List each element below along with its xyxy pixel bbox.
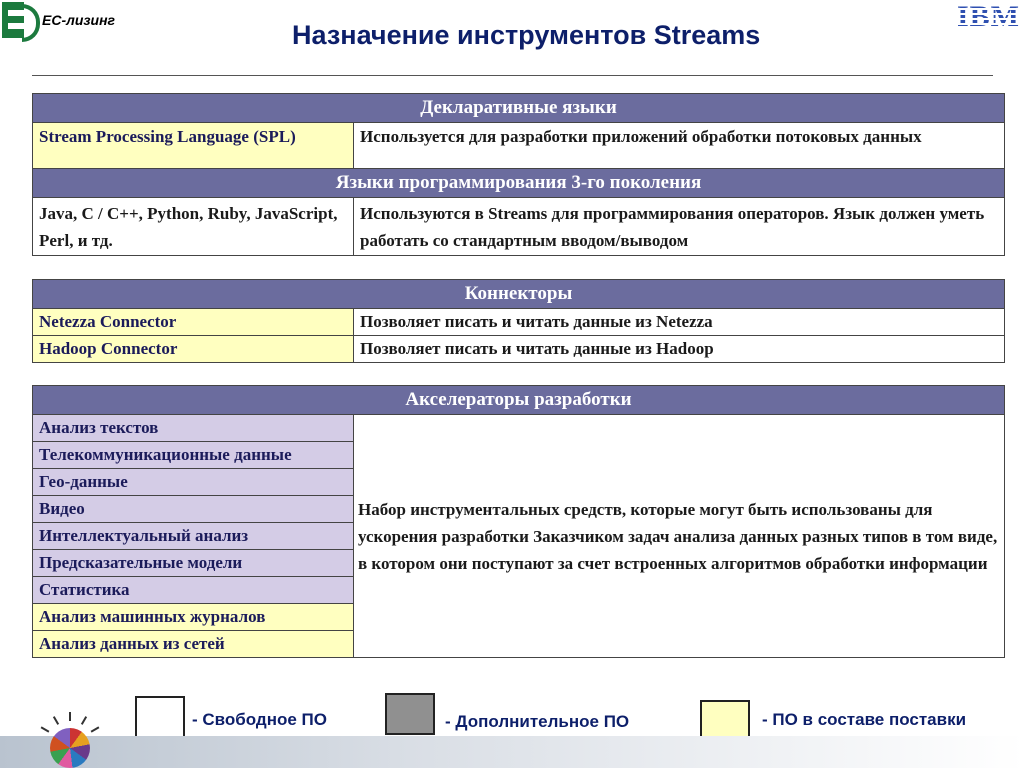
- connectors-header: Коннекторы: [33, 280, 1005, 309]
- planet-ray-icon: [91, 726, 100, 732]
- language-name: Stream Processing Language (SPL): [33, 123, 354, 169]
- accelerator-item: Предсказательные модели: [33, 550, 354, 577]
- table-row: [33, 336, 1005, 363]
- planet-ray-icon: [81, 716, 87, 725]
- language-desc: Используются в Streams для программирования операторов. Язык должен уметь работать со стандартным вводом/выводом: [354, 198, 1005, 256]
- connector-name: Netezza Connector: [33, 309, 354, 336]
- accelerators-table: [32, 385, 1005, 658]
- company-logo: [2, 2, 115, 38]
- planet-ray-icon: [69, 712, 71, 721]
- planet-ray-icon: [41, 726, 50, 732]
- smarter-planet-icon: [50, 728, 90, 768]
- accelerator-item: Статистика: [33, 577, 354, 604]
- planet-ray-icon: [53, 716, 59, 725]
- legend-included-label: - ПО в составе поставки: [762, 710, 967, 729]
- accelerator-item: Анализ текстов: [33, 415, 354, 442]
- company-logo-mark: [2, 2, 38, 38]
- connector-desc: Позволяет писать и читать данные из Netezza: [354, 309, 1005, 336]
- legend-additional-label: - Дополнительное ПО: [445, 712, 630, 731]
- connectors-table: [32, 279, 1005, 363]
- accelerator-item: Видео: [33, 496, 354, 523]
- table-row: [33, 309, 1005, 336]
- languages-table: [32, 93, 1005, 256]
- legend-free-label: - Свободное ПО: [192, 710, 327, 729]
- language-name: Java, C / C++, Python, Ruby, JavaScript, Perl, и тд.: [33, 198, 354, 256]
- declarative-header: Декларативные языки: [33, 94, 1005, 123]
- company-logo-text: ЕС-лизинг: [42, 12, 115, 28]
- ibm-logo: IBM: [957, 0, 1020, 33]
- connector-name: Hadoop Connector: [33, 336, 354, 363]
- language-desc: Используется для разработки приложений обработки потоковых данных: [354, 123, 1005, 169]
- page-title: Назначение инструментов Streams: [292, 20, 761, 50]
- legend-free-swatch: [135, 696, 185, 738]
- accelerators-desc: Набор инструментальных средств, которые могут быть использованы для ускорения разработки Заказчиком задач анализа данных разных типов в том виде, в котором они поступают за счет встроенных алгоритмов обработки информации: [354, 415, 1005, 658]
- connector-desc: Позволяет писать и читать данные из Hadoop: [354, 336, 1005, 363]
- accelerator-item: Гео-данные: [33, 469, 354, 496]
- accelerator-item: Телекоммуникационные данные: [33, 442, 354, 469]
- table-row: [33, 198, 1005, 256]
- title-divider: [32, 75, 993, 76]
- table-row: [33, 415, 1005, 442]
- legend-additional-swatch: [385, 693, 435, 735]
- accelerators-header: Акселераторы разработки: [33, 386, 1005, 415]
- footer-band: [0, 736, 1024, 768]
- accelerator-item: Анализ машинных журналов: [33, 604, 354, 631]
- third-gen-header: Языки программирования 3-го поколения: [33, 169, 1005, 198]
- accelerator-item: Интеллектуальный анализ: [33, 523, 354, 550]
- accelerator-item: Анализ данных из сетей: [33, 631, 354, 658]
- table-row: [33, 123, 1005, 169]
